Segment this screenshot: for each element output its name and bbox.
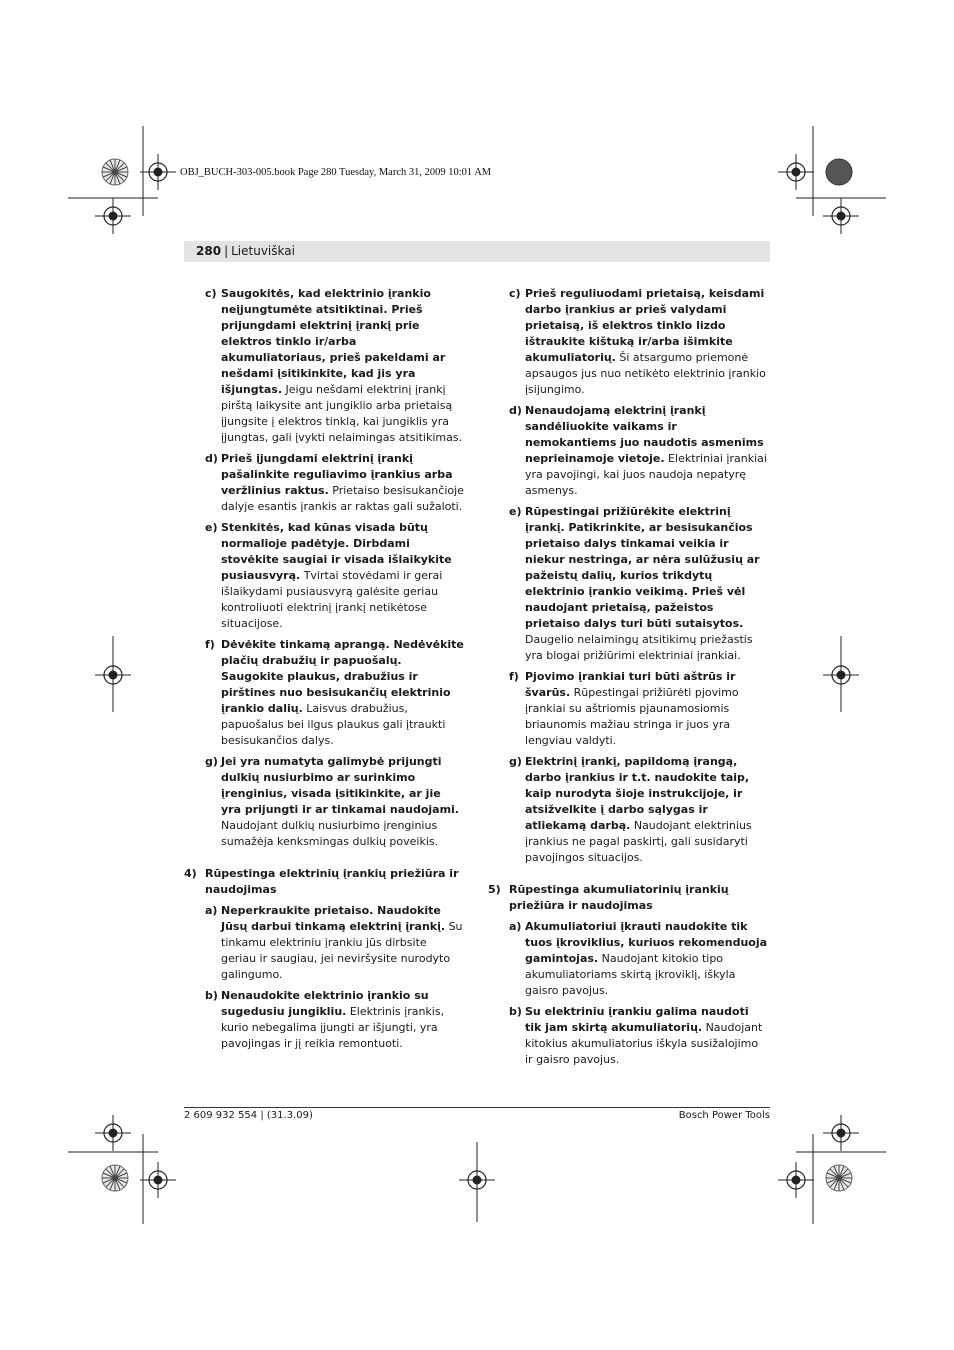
item-warning: Nenaudokite elektrinio įrankio su sugedusiu jungikliu.	[221, 989, 429, 1018]
item-explanation: Ši atsargumo priemonė apsaugos jus nuo netikėto elektrinio įrankio įsijungimo.	[525, 351, 766, 396]
item-explanation: Naudojant kitokio tipo akumuliatoriams skirtą įkroviklį, iškyla gaisro pavojus.	[525, 952, 736, 997]
section-number: 4)	[184, 867, 197, 880]
header-separator: |	[224, 244, 229, 258]
item-explanation: Elektriniai įrankiai yra pavojingi, kai juos naudoja nepatyrę asmenys.	[525, 452, 767, 497]
instruction-item	[488, 919, 768, 999]
item-label: f)	[205, 638, 215, 651]
instruction-item	[488, 504, 768, 664]
page-number: 280	[196, 244, 222, 258]
item-explanation: Tvirtai stovėdami ir gerai išlaikydami pusiausvyrą galėsite geriau kontroliuoti elektrinį įrankį netikėtose situacijose.	[221, 569, 443, 630]
color-wheel-mark	[826, 1165, 852, 1191]
item-explanation: Su tinkamu elektriniu įrankiu jūs dirbsite geriau ir saugiau, jei neviršysite nurodyto galingumo.	[221, 920, 463, 981]
section-heading	[488, 882, 768, 914]
item-label: g)	[205, 755, 218, 768]
item-warning: Su elektriniu įrankiu galima naudoti tik jam skirtą akumuliatorių.	[525, 1005, 749, 1034]
item-warning: Jei yra numatyta galimybė prijungti dulkių nusiurbimo ar surinkimo įrenginius, visada įsitikinkite, ar jie yra prijungti ir ar tinkamai naudojami.	[221, 755, 459, 816]
registration-mark	[140, 154, 176, 190]
item-label: d)	[509, 404, 522, 417]
page-language: Lietuviškai	[231, 244, 295, 258]
right-column	[488, 286, 768, 1073]
registration-mark	[823, 657, 859, 693]
item-warning: Pjovimo įrankiai turi būti aštrūs ir švarūs.	[525, 670, 736, 699]
registration-mark	[778, 154, 814, 190]
section-title: Rūpestinga elektrinių įrankių priežiūra ir naudojimas	[205, 867, 459, 896]
footer-divider	[184, 1107, 770, 1108]
color-wheel-mark	[102, 1165, 128, 1191]
section-number: 5)	[488, 883, 501, 896]
item-warning: Nenaudojamą elektrinį įrankį sandėliuokite vaikams ir nemokantiems juo naudotis asmenims neprieinamoje vietoje.	[525, 404, 764, 465]
item-warning: Neperkraukite prietaiso. Naudokite Jūsų darbui tinkamą elektrinį įrankį.	[221, 904, 446, 933]
item-explanation: Prietaiso besisukančioje dalyje esantis įrankis ar raktas gali sužaloti.	[221, 484, 464, 513]
registration-mark	[823, 1115, 859, 1151]
left-column	[184, 286, 464, 1057]
item-warning: Elektrinį įrankį, papildomą įrangą, darbo įrankius ir t.t. naudokite taip, kaip nurodyta šioje instrukcijoje, ir atsižvelkite į darbo sąlygas ir atliekamą darbą.	[525, 755, 750, 832]
instruction-item	[184, 754, 464, 850]
item-warning: Akumuliatoriui įkrauti naudokite tik tuos įkroviklius, kuriuos rekomenduoja gamintojas.	[525, 920, 768, 965]
item-warning: Saugokitės, kad elektrinio įrankio neįjungtumėte atsitiktinai. Prieš prijungdami elektrinį įrankį prie elektros tinklo ir/arba akumuliatoriaus, prieš pakeldami ar nešdami įsitikinkite, kad jis yra išjungtas.	[221, 287, 446, 396]
page-header	[184, 241, 770, 262]
instruction-item	[488, 403, 768, 499]
instruction-item	[184, 988, 464, 1052]
item-explanation: Jeigu nešdami elektrinį įrankį pirštą laikysite ant jungiklio arba prietaisą įjungsite į elektros tinklą, kai jungiklis yra įjungtas, gali įvykti nelaimingas atsitikimas.	[221, 383, 463, 444]
item-label: e)	[205, 521, 218, 534]
item-explanation: Rūpestingai prižiūrėti pjovimo įrankiai su aštriomis pjaunamosiomis briaunomis mažiau stringa ir juos yra lengviau valdyti.	[525, 686, 739, 747]
item-label: b)	[509, 1005, 522, 1018]
registration-mark	[140, 1162, 176, 1198]
registration-mark	[778, 1162, 814, 1198]
registration-mark	[95, 1115, 131, 1151]
item-label: b)	[205, 989, 218, 1002]
footer-brand: Bosch Power Tools	[678, 1110, 770, 1121]
item-label: c)	[509, 287, 521, 300]
item-warning: Prieš įjungdami elektrinį įrankį pašalinkite reguliavimo įrankius arba veržlinius raktus.	[221, 452, 453, 497]
item-label: e)	[509, 505, 522, 518]
instruction-item	[488, 669, 768, 749]
registration-mark	[459, 1162, 495, 1198]
item-explanation: Naudojant dulkių nusiurbimo įrenginius sumažėja kenksmingas dulkių poveikis.	[221, 819, 439, 848]
item-label: c)	[205, 287, 217, 300]
instruction-item	[488, 754, 768, 866]
item-explanation: Daugelio nelaimingų atsitikimų priežastis yra blogai prižiūrimi elektriniai įrankiai.	[525, 633, 753, 662]
instruction-item	[184, 637, 464, 749]
item-label: a)	[205, 904, 218, 917]
file-header: OBJ_BUCH-303-005.book Page 280 Tuesday, March 31, 2009 10:01 AM	[180, 167, 492, 178]
instruction-item	[488, 286, 768, 398]
item-explanation: Naudojant kitokius akumuliatorius iškyla susižalojimo ir gaisro pavojus.	[525, 1021, 763, 1066]
gray-disc-mark	[826, 159, 852, 185]
section-heading	[184, 866, 464, 898]
footer-doc-number: 2 609 932 554 | (31.3.09)	[184, 1110, 313, 1121]
registration-mark	[823, 198, 859, 234]
item-warning: Prieš reguliuodami prietaisą, keisdami darbo įrankius ar prieš valydami prietaisą, iš elektros tinklo lizdo ištraukite kištuką ir/arba išimkite akumuliatorių.	[525, 287, 765, 364]
item-label: a)	[509, 920, 522, 933]
instruction-item	[184, 286, 464, 446]
instruction-item	[488, 1004, 768, 1068]
instruction-item	[184, 520, 464, 632]
item-explanation: Naudojant elektrinius įrankius ne pagal paskirtį, gali susidaryti pavojingos situacijos.	[525, 819, 752, 864]
instruction-item	[184, 451, 464, 515]
registration-mark	[95, 198, 131, 234]
item-warning: Stenkitės, kad kūnas visada būtų normalioje padėtyje. Dirbdami stovėkite saugiai ir visada išlaikykite pusiausvyrą.	[221, 521, 452, 582]
color-wheel-mark	[102, 159, 128, 185]
item-explanation: Laisvus drabužius, papuošalus bei ilgus plaukus gali įtraukti besisukančios dalys.	[221, 702, 446, 747]
item-explanation: Elektrinis įrankis, kurio nebegalima įjungti ar išjungti, yra pavojingas ir jį reikia remontuoti.	[221, 1005, 445, 1050]
section-title: Rūpestinga akumuliatorinių įrankių priežiūra ir naudojimas	[509, 883, 729, 912]
item-warning: Dėvėkite tinkamą aprangą. Nedėvėkite plačių drabužių ir papuošalų. Saugokite plaukus, drabužius ir pirštines nuo besisukančių elektrinio įrankio dalių.	[221, 638, 464, 715]
item-label: f)	[509, 670, 519, 683]
instruction-item	[184, 903, 464, 983]
item-label: d)	[205, 452, 218, 465]
item-label: g)	[509, 755, 522, 768]
registration-mark	[95, 657, 131, 693]
item-warning: Rūpestingai prižiūrėkite elektrinį įrankį. Patikrinkite, ar besisukančios prietaiso dalys tinkamai veikia ir niekur nestringa, ar nėra sulūžusių ar pažeistų dalių, kurios trikdytų elektrinio įrankio veikimą. Prieš vėl naudojant prietaisą, pažeistos prietaiso dalys turi būti sutaisytos.	[525, 505, 760, 630]
